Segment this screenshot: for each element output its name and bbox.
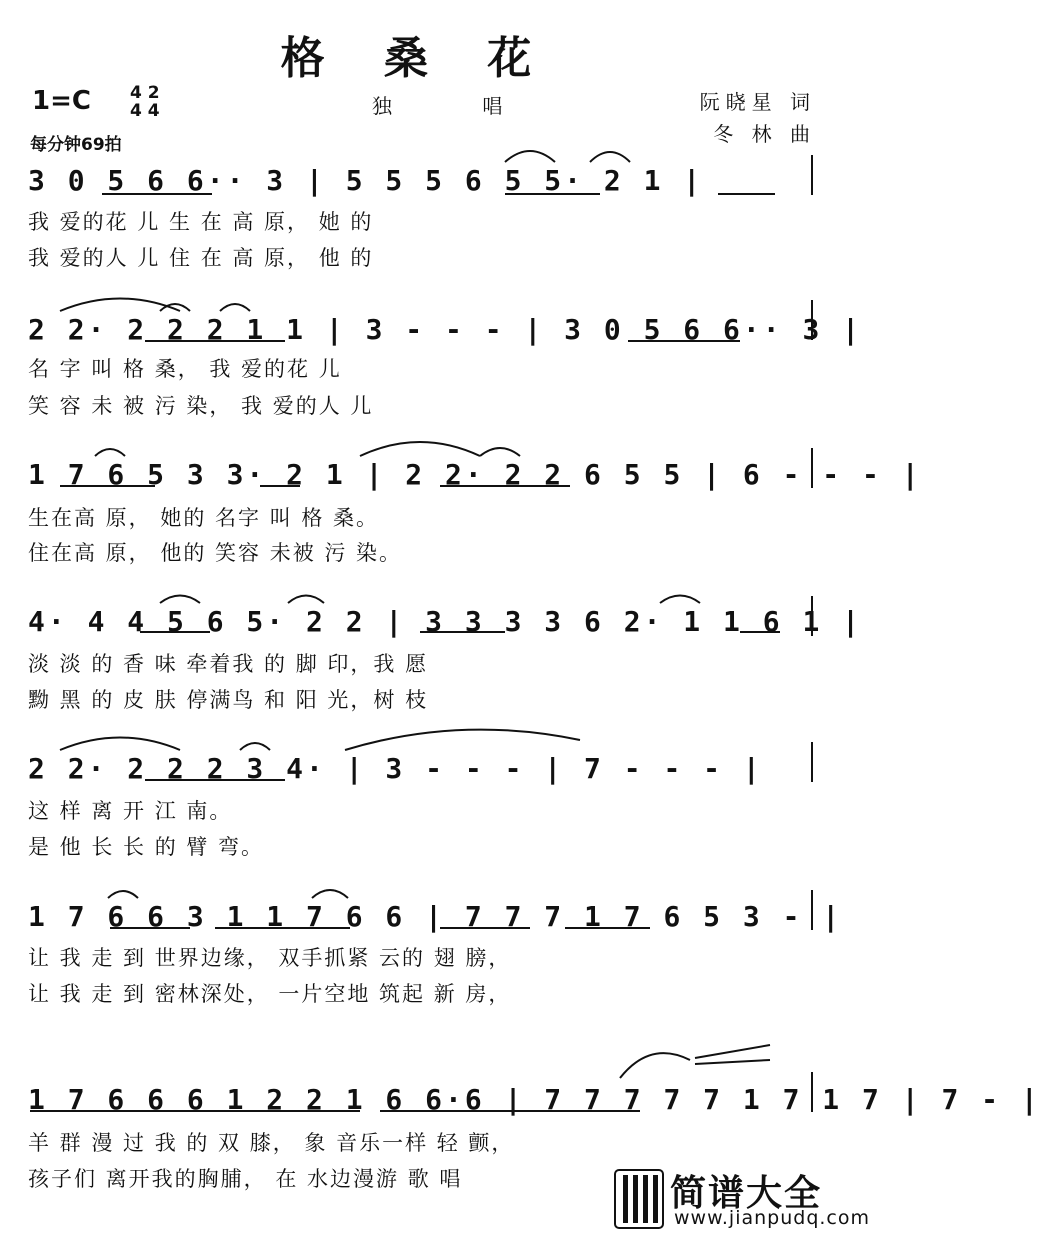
notation-line-3: 1 7 6 5 3 3· 2 1 | 2 2· 2 2 6 5 5 | 6 - - - | <box>28 458 922 491</box>
slur <box>480 448 520 456</box>
key-signature: 1=C <box>32 86 91 116</box>
slur <box>220 304 250 311</box>
lyric-line-7-verse-1: 羊 群 漫 过 我 的 双 膝， 象 音乐一样 轻 颤， <box>28 1131 515 1155</box>
watermark <box>608 1163 870 1235</box>
notation-line-1: 3 0 5 6 6·· 3 | 5 5 5 6 5 5· 2 1 | <box>28 164 704 197</box>
slur <box>620 1053 690 1078</box>
lyric-line-4-verse-1: 淡 淡 的 香 味 牵着我 的 脚 印，我 愿 <box>28 652 429 676</box>
lyric-line-5-verse-1: 这 样 离 开 江 南。 <box>28 799 233 823</box>
watermark-url: www.jianpudq.com <box>674 1207 870 1229</box>
lyric-line-7-verse-2: 孩子们 离开我的胸脯， 在 水边漫游 歌 唱 <box>28 1167 463 1191</box>
slur <box>505 151 555 162</box>
time-signature <box>130 84 160 120</box>
lyricist-credit: 阮晓星 词 <box>699 90 816 114</box>
lyric-line-3-verse-1: 生在高 原， 她的 名字 叫 格 桑。 <box>28 506 380 530</box>
composer-credit: 冬 林 曲 <box>713 122 816 146</box>
lyric-line-1-verse-2: 我 爱的人 儿 住 在 高 原， 他 的 <box>28 246 374 270</box>
lyric-line-3-verse-2: 住在高 原， 他的 笑容 未被 污 染。 <box>28 541 403 565</box>
slur <box>240 743 270 750</box>
lyric-line-2-verse-1: 名 字 叫 格 桑， 我 爱的花 儿 <box>28 357 342 381</box>
lyric-line-6-verse-1: 让 我 走 到 世界边缘， 双手抓紧 云的 翅 膀， <box>28 946 512 970</box>
slur <box>108 891 138 898</box>
slur <box>590 152 630 162</box>
lyric-line-1-verse-1: 我 爱的花 儿 生 在 高 原， 她 的 <box>28 210 374 234</box>
slur <box>660 596 700 604</box>
slur <box>360 442 480 456</box>
lyric-line-4-verse-2: 黝 黑 的 皮 肤 停满鸟 和 阳 光，树 枝 <box>28 688 429 712</box>
notation-line-4: 4· 4 4 5 6 5· 2 2 | 3 3 3 3 6 2· 1 1 6 1 | <box>28 605 863 638</box>
glissando-lines <box>695 1045 770 1064</box>
meter-top: 4 2 <box>130 83 160 103</box>
tempo-marking: 每分钟69拍 <box>30 135 122 155</box>
lyric-line-6-verse-2: 让 我 走 到 密林深处， 一片空地 筑起 新 房， <box>28 982 512 1006</box>
performance-style: 独 唱 <box>372 94 545 118</box>
meter-bottom: 4 4 <box>130 101 160 121</box>
slur <box>95 449 125 456</box>
song-title: 格 桑 花 <box>280 33 554 84</box>
notation-line-2: 2 2· 2 2 2 1 1 | 3 - - - | 3 0 5 6 6·· 3 | <box>28 313 863 346</box>
lyric-line-5-verse-2: 是 他 长 长 的 臂 弯。 <box>28 835 265 859</box>
slur <box>160 596 200 604</box>
notation-line-5: 2 2· 2 2 2 3 4· | 3 - - - | 7 - - - | <box>28 752 763 785</box>
slur <box>312 890 348 898</box>
slur <box>60 299 180 312</box>
notation-line-6: 1 7 6 6 3 1 1 7 6 6 | 7 7 7 1 7 6 5 3 - | <box>28 900 843 933</box>
slur <box>345 730 580 750</box>
slur <box>160 304 190 311</box>
notation-line-7: 1 7 6 6 6 1 2 2 1 6 6·6 | 7 7 7 7 7 1 7 1 7 | 7 - | <box>28 1083 1041 1116</box>
watermark-name: 简谱大全 <box>670 1173 823 1214</box>
lyric-line-2-verse-2: 笑 容 未 被 污 染， 我 爱的人 儿 <box>28 394 374 418</box>
slur <box>60 738 180 751</box>
piano-keys-icon <box>614 1169 664 1229</box>
slur <box>288 596 324 604</box>
